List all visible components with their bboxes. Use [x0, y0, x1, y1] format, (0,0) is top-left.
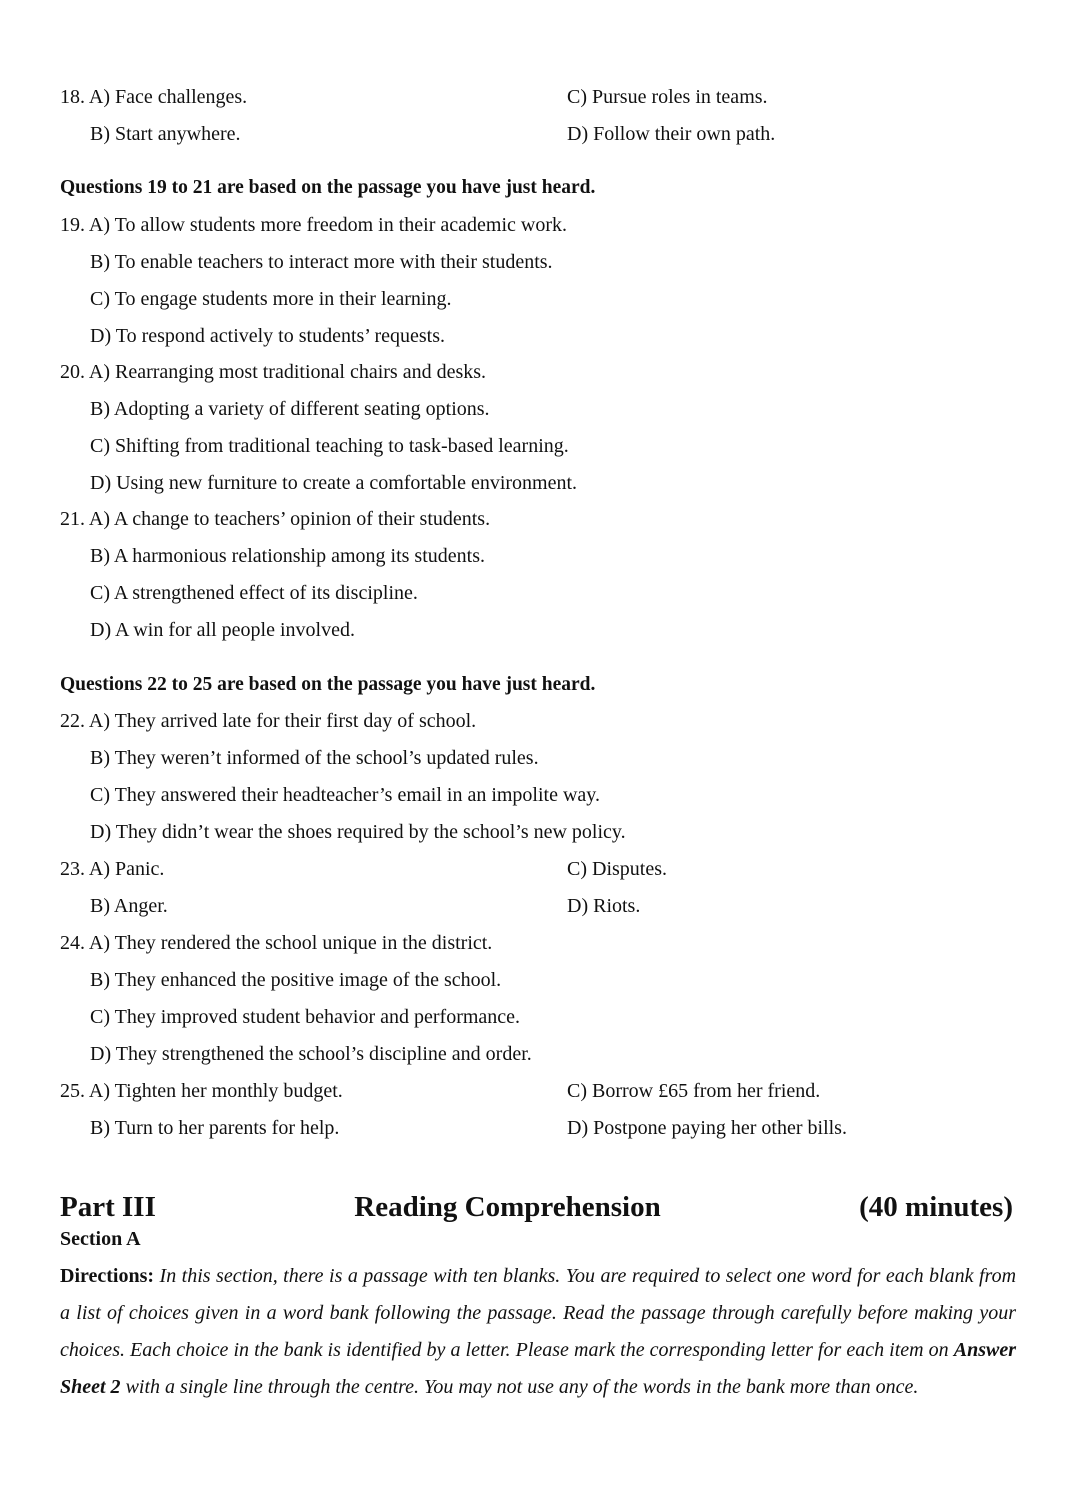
q25-option-b: B) Turn to her parents for help.	[90, 1117, 340, 1139]
q24-option-a: 24. A) They rendered the school unique in the district.	[60, 932, 493, 954]
questions-22-25-heading: Questions 22 to 25 are based on the passage you have just heard.	[60, 674, 596, 695]
q20-option-c: C) Shifting from traditional teaching to task-based learning.	[90, 435, 569, 457]
q22-option-c: C) They answered their headteacher’s email in an impolite way.	[90, 784, 600, 806]
directions-text-2: with a single line through the centre. You may not use any of the words in the bank more than once.	[125, 1376, 919, 1398]
part-number: Part III	[60, 1191, 156, 1223]
q19-option-d: D) To respond actively to students’ requests.	[90, 325, 446, 347]
part-header	[60, 1190, 1013, 1224]
q21-option-a: 21. A) A change to teachers’ opinion of their students.	[60, 508, 491, 530]
answer-sheet-ref: Answer Sheet 2	[60, 1339, 1016, 1398]
q18-option-a: 18. A) Face challenges.	[60, 86, 248, 108]
q20-option-d: D) Using new furniture to create a comfortable environment.	[90, 472, 578, 494]
q19-option-c: C) To engage students more in their learning.	[90, 288, 452, 310]
q23-option-d: D) Riots.	[567, 895, 641, 917]
q20-option-a: 20. A) Rearranging most traditional chairs and desks.	[60, 361, 487, 383]
q23-option-c: C) Disputes.	[567, 858, 667, 880]
directions-label: Directions:	[60, 1265, 155, 1287]
q23-option-b: B) Anger.	[90, 895, 168, 917]
q22-option-a: 22. A) They arrived late for their first day of school.	[60, 710, 477, 732]
q25-option-d: D) Postpone paying her other bills.	[567, 1117, 847, 1139]
q21-option-b: B) A harmonious relationship among its students.	[90, 545, 485, 567]
q19-option-a: 19. A) To allow students more freedom in their academic work.	[60, 214, 567, 236]
part-time: (40 minutes)	[859, 1191, 1013, 1223]
q21-option-d: D) A win for all people involved.	[90, 619, 355, 641]
q23-option-a: 23. A) Panic.	[60, 858, 165, 880]
q22-option-b: B) They weren’t informed of the school’s updated rules.	[90, 747, 539, 769]
q20-option-b: B) Adopting a variety of different seating options.	[90, 398, 490, 420]
directions-text-1: In this section, there is a passage with ten blanks. You are required to select one word for each blank from a list of choices given in a word bank following the passage. Read the passage through carefully before making your choices. Each choice in the bank is identified by a letter. Please mark the corresponding letter for each item on	[60, 1265, 1017, 1361]
q24-option-b: B) They enhanced the positive image of the school.	[90, 969, 502, 991]
q25-option-a: 25. A) Tighten her monthly budget.	[60, 1080, 343, 1102]
q18-option-c: C) Pursue roles in teams.	[567, 86, 768, 108]
q22-option-d: D) They didn’t wear the shoes required by the school’s new policy.	[90, 821, 626, 843]
q24-option-c: C) They improved student behavior and performance.	[90, 1006, 521, 1028]
q21-option-c: C) A strengthened effect of its discipline.	[90, 582, 418, 604]
q18-option-b: B) Start anywhere.	[90, 123, 241, 145]
q19-option-b: B) To enable teachers to interact more with their students.	[90, 251, 553, 273]
section-title: Section A	[60, 1228, 141, 1250]
questions-19-21-heading: Questions 19 to 21 are based on the passage you have just heard.	[60, 177, 596, 198]
q24-option-d: D) They strengthened the school’s discipline and order.	[90, 1043, 532, 1065]
directions-paragraph	[60, 1258, 1016, 1406]
q25-option-c: C) Borrow £65 from her friend.	[567, 1080, 821, 1102]
q18-option-d: D) Follow their own path.	[567, 123, 776, 145]
part-title: Reading Comprehension	[354, 1191, 661, 1223]
